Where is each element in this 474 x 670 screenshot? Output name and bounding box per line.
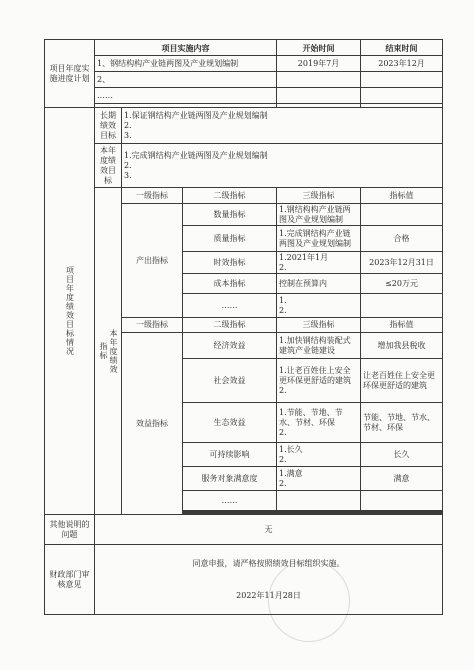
goals-section-label: 项目年度绩效目标情况 bbox=[45, 108, 95, 515]
benefit-name: 服务对象满意度 bbox=[183, 467, 277, 491]
long-term-label: 长期绩效目标 bbox=[95, 108, 122, 144]
benefit-label: 效益指标 bbox=[122, 333, 183, 515]
annual-lines: 1.完成钢结构产业链两图及产业规划编制 2. 3. bbox=[122, 144, 443, 188]
plan-header-content: 项目实施内容 bbox=[95, 40, 277, 56]
plan-row-content: 2、 bbox=[95, 72, 277, 88]
review-label: 财政部门审核意见 bbox=[45, 545, 95, 615]
benefit-value bbox=[361, 491, 443, 511]
output-name: …… bbox=[183, 294, 277, 318]
benefit-content: 1.满意 2. bbox=[277, 467, 361, 491]
benefit-name: …… bbox=[183, 491, 277, 511]
benefit-content: 1.节能、节地、节水、节材、环保 2. bbox=[277, 403, 361, 443]
benefit-value: 长久 bbox=[361, 443, 443, 467]
plan-row-start bbox=[277, 88, 361, 104]
benefit-name: 可持续影响 bbox=[183, 443, 277, 467]
plan-label: 项目年度实施进度计划 bbox=[45, 40, 95, 108]
header-level2: 二级指标 bbox=[183, 318, 277, 333]
plan-header-start: 开始时间 bbox=[277, 40, 361, 56]
benefit-name: 社会效益 bbox=[183, 359, 277, 403]
plan-row-start bbox=[277, 72, 361, 88]
header-level1: 一级指标 bbox=[122, 318, 183, 333]
review-opinion: 同意申报，请严格按照绩效目标组织实施。 bbox=[192, 558, 345, 568]
output-name: 数量指标 bbox=[183, 204, 277, 226]
review-date: 2022年11月28日 bbox=[236, 590, 301, 600]
performance-form-table bbox=[44, 39, 443, 615]
benefit-content: 1.加快钢结构装配式建筑产业链建设 bbox=[277, 333, 361, 359]
output-name: 质量指标 bbox=[183, 226, 277, 252]
output-value: 合格 bbox=[361, 226, 443, 252]
output-value: 2023年12月31日 bbox=[361, 252, 443, 274]
review-cell bbox=[95, 545, 443, 615]
output-value: ≤20万元 bbox=[361, 274, 443, 294]
output-name: 成本指标 bbox=[183, 274, 277, 294]
header-level3: 三级指标 bbox=[277, 318, 361, 333]
header-value: 指标值 bbox=[361, 188, 443, 204]
benefit-name: 经济效益 bbox=[183, 333, 277, 359]
indicator-label: 本年度绩效指标 bbox=[95, 188, 122, 515]
header-level3: 三级指标 bbox=[277, 188, 361, 204]
plan-row-content: 1、钢结构构产业链两图及产业规划编制 bbox=[95, 56, 277, 72]
output-content: 1.完成钢结构产业链两图及产业规划编制 bbox=[277, 226, 361, 252]
plan-row-end: 2023年12月 bbox=[361, 56, 443, 72]
output-value bbox=[361, 294, 443, 318]
header-level2: 二级指标 bbox=[183, 188, 277, 204]
output-name: 时效指标 bbox=[183, 252, 277, 274]
benefit-name: 生态效益 bbox=[183, 403, 277, 443]
output-label: 产出指标 bbox=[122, 204, 183, 318]
header-level1: 一级指标 bbox=[122, 188, 183, 204]
benefit-value: 满意 bbox=[361, 467, 443, 491]
plan-row-end bbox=[361, 72, 443, 88]
plan-row-end bbox=[361, 88, 443, 104]
benefit-content bbox=[277, 491, 361, 511]
annual-label: 本年度绩效目标 bbox=[95, 144, 122, 188]
long-term-lines: 1.保证钢结构产业链两图及产业规划编制 2. 3. bbox=[122, 108, 443, 144]
output-content: 控制在预算内 bbox=[277, 274, 361, 294]
other-value: 无 bbox=[95, 515, 443, 545]
header-value: 指标值 bbox=[361, 318, 443, 333]
benefit-value: 节能、节地、节水、节材、环保 bbox=[361, 403, 443, 443]
plan-row-start: 2019年7月 bbox=[277, 56, 361, 72]
benefit-content: 1.让老百姓住上安全更环保更舒适的建筑 2. bbox=[277, 359, 361, 403]
benefit-value: 增加我县税收 bbox=[361, 333, 443, 359]
output-content: 1. 2. bbox=[277, 294, 361, 318]
benefit-value: 让老百姓住上安全更环保更舒适的建筑 bbox=[361, 359, 443, 403]
output-value bbox=[361, 204, 443, 226]
plan-row-content: …… bbox=[95, 88, 277, 104]
other-label: 其他说明的问题 bbox=[45, 515, 95, 545]
plan-header-end: 结束时间 bbox=[361, 40, 443, 56]
output-content: 1.2021年1月 2. bbox=[277, 252, 361, 274]
benefit-content: 1.长久 2. bbox=[277, 443, 361, 467]
output-content: 1.钢结构构产业链两图及产业规划编制 bbox=[277, 204, 361, 226]
